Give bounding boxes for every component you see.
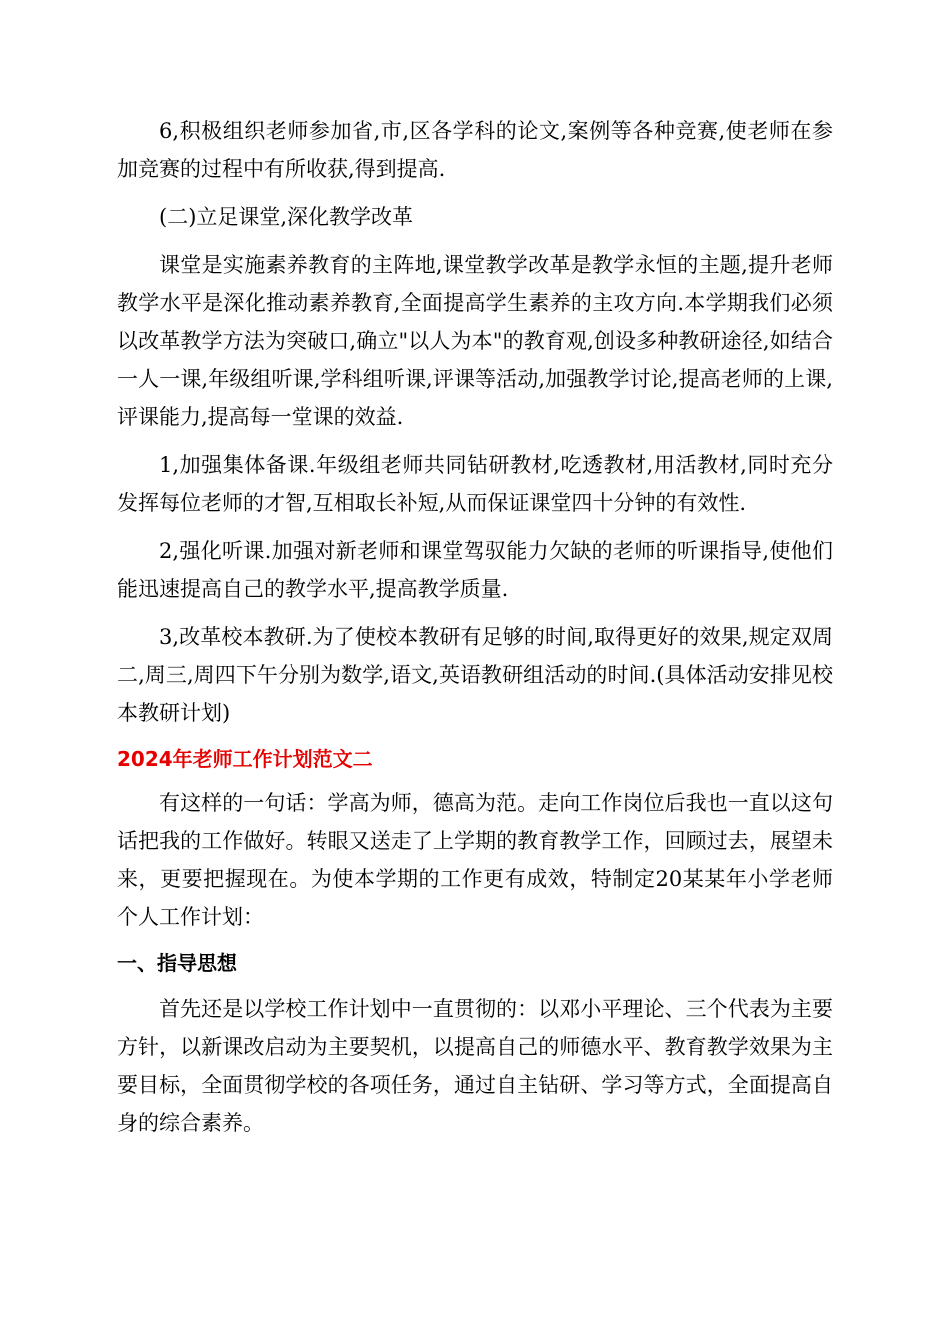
classroom-reform-paragraph: 课堂是实施素养教育的主阵地,课堂教学改革是教学永恒的主题,提升老师教学水平是深化推动素养教育,全面提高学生素养的主攻方向.本学期我们必须以改革教学方法为突破口,确立"以人为本"的教育观,创设多种教研途径,如结合一人一课,年级组听课,学科组听课,评课等活动,加强教学讨论,提高老师的上课,评课能力,提高每一堂课的效益. [117, 253, 833, 429]
document-content [117, 112, 833, 1152]
subsection-heading: (二)立足课堂,深化教学改革 [159, 205, 414, 229]
intro-paragraph: 有这样的一句话：学高为师，德高为范。走向工作岗位后我也一直以这句话把我的工作做好。转眼又送走了上学期的教育教学工作，回顾过去，展望未来，更要把握现在。为使本学期的工作更有成效，特制定20某某年小学老师个人工作计划： [117, 791, 833, 929]
section-title: 2024年老师工作计划范文二 [117, 747, 373, 771]
paragraph-item-1: 1,加强集体备课.年级组老师共同钻研教材,吃透教材,用活教材,同时充分发挥每位老师的才智,互相取长补短,从而保证课堂四十分钟的有效性. [117, 453, 833, 515]
paragraph-item-2: 2,强化听课.加强对新老师和课堂驾驭能力欠缺的老师的听课指导,使他们能迅速提高自己的教学水平,提高教学质量. [117, 539, 833, 601]
paragraph-item-6: 6,积极组织老师参加省,市,区各学科的论文,案例等各种竞赛,使老师在参加竞赛的过程中有所收获,得到提高. [117, 119, 833, 181]
paragraph-item-3: 3,改革校本教研.为了使校本教研有足够的时间,取得更好的效果,规定双周二,周三,周四下午分别为数学,语文,英语教研组活动的时间.(具体活动安排见校本教研计划) [117, 625, 833, 725]
guiding-thoughts-paragraph: 首先还是以学校工作计划中一直贯彻的：以邓小平理论、三个代表为主要方针，以新课改启动为主要契机，以提高自己的师德水平、教育教学效果为主要目标，全面贯彻学校的各项任务，通过自主钻研、学习等方式，全面提高自身的综合素养。 [117, 997, 833, 1135]
guiding-thoughts-heading: 一、指导思想 [117, 951, 237, 975]
